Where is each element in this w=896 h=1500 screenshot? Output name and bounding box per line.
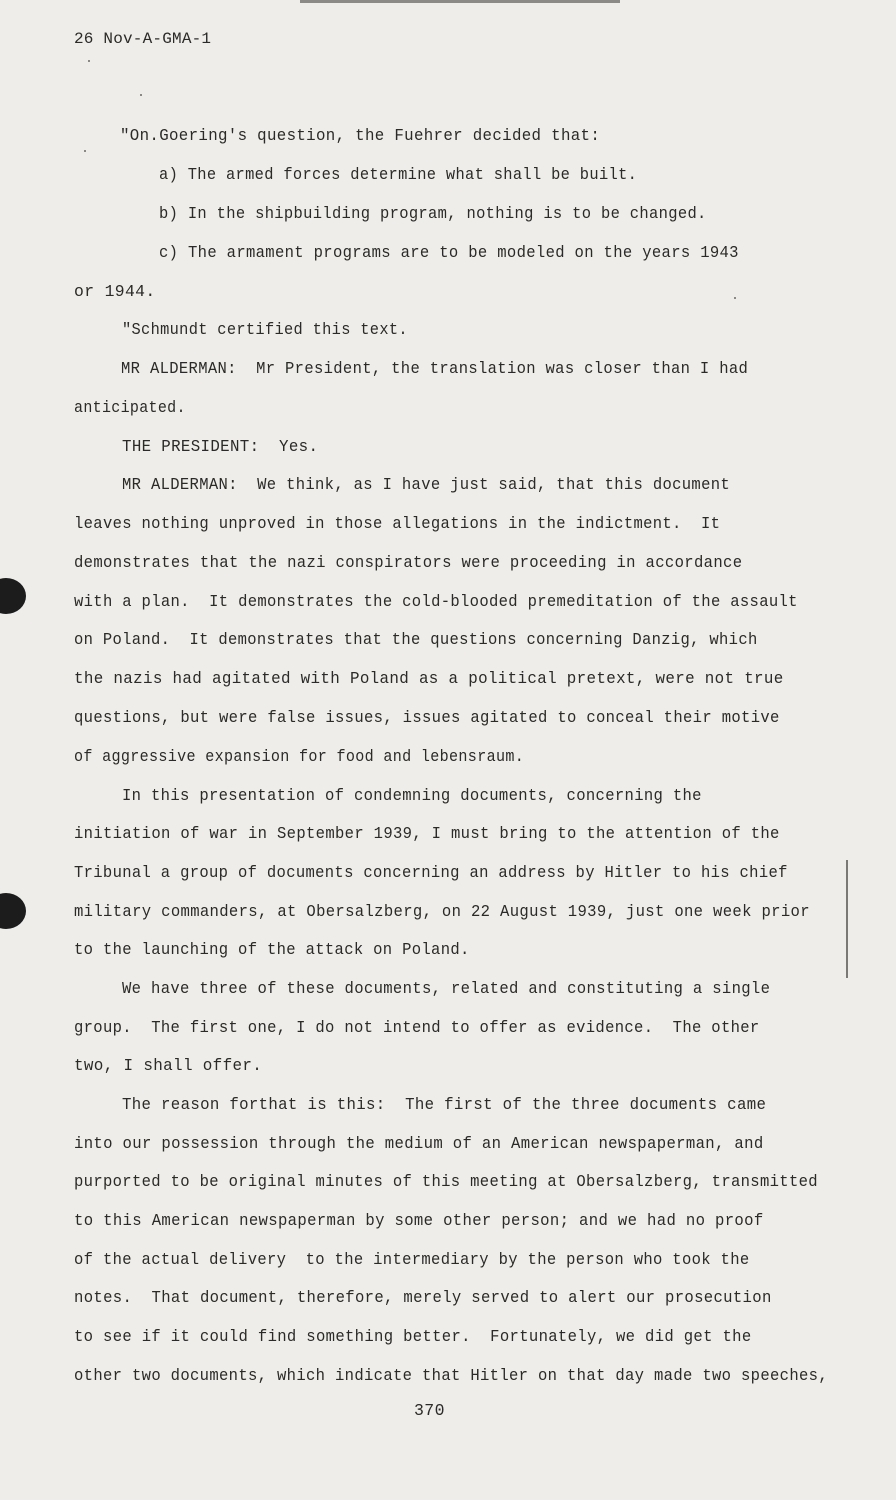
text-line: "On.Goering's question, the Fuehrer decided that: <box>120 127 601 145</box>
text-line: of the actual delivery to the intermediary by the person who took the <box>74 1251 750 1269</box>
text-line: c) The armament programs are to be modeled on the years 1943 <box>159 244 739 262</box>
text-line: questions, but were false issues, issues agitated to conceal their motive <box>74 709 780 727</box>
text-line: anticipated. <box>74 399 186 417</box>
text-line: with a plan. It demonstrates the cold-blooded premeditation of the assault <box>74 593 798 611</box>
text-line: THE PRESIDENT: Yes. <box>122 438 319 456</box>
text-line: the nazis had agitated with Poland as a political pretext, were not true <box>74 670 784 688</box>
text-line: two, I shall offer. <box>74 1057 263 1075</box>
text-line: a) The armed forces determine what shall be built. <box>159 166 638 184</box>
text-line: other two documents, which indicate that Hitler on that day made two speeches, <box>74 1367 828 1385</box>
text-line: to the launching of the attack on Poland. <box>74 941 470 959</box>
text-line: The reason forthat is this: The first of the three documents came <box>122 1096 767 1114</box>
text-line: to this American newspaperman by some other person; and we had no proof <box>74 1212 764 1230</box>
text-line: initiation of war in September 1939, I must bring to the attention of the <box>74 825 780 843</box>
paper-speck <box>734 297 736 299</box>
text-line: or 1944. <box>74 283 156 301</box>
text-line: into our possession through the medium of an American newspaperman, and <box>74 1135 764 1153</box>
paper-speck <box>84 150 86 152</box>
page-top-edge-shadow <box>300 0 620 3</box>
text-line: b) In the shipbuilding program, nothing is to be changed. <box>159 205 707 223</box>
page-header: 26 Nov-A-GMA-1 <box>74 30 212 48</box>
text-line: "Schmundt certified this text. <box>122 321 408 339</box>
text-line: notes. That document, therefore, merely served to alert our prosecution <box>74 1289 772 1307</box>
punch-hole <box>0 578 26 614</box>
text-line: demonstrates that the nazi conspirators were proceeding in accordance <box>74 554 743 572</box>
margin-mark <box>846 860 848 978</box>
text-line: purported to be original minutes of this meeting at Obersalzberg, transmitted <box>74 1173 818 1191</box>
paper-speck <box>88 60 90 62</box>
text-line: leaves nothing unproved in those allegations in the indictment. It <box>74 515 721 533</box>
text-line: MR ALDERMAN: Mr President, the translation was closer than I had <box>121 360 749 378</box>
text-line: military commanders, at Obersalzberg, on 22 August 1939, just one week prior <box>74 903 810 921</box>
page-number: 370 <box>414 1401 445 1420</box>
text-line: group. The first one, I do not intend to offer as evidence. The other <box>74 1019 760 1037</box>
text-line: to see if it could find something better. Fortunately, we did get the <box>74 1328 752 1346</box>
text-line: Tribunal a group of documents concerning an address by Hitler to his chief <box>74 864 788 882</box>
text-line: on Poland. It demonstrates that the questions concerning Danzig, which <box>74 631 758 649</box>
text-line: In this presentation of condemning documents, concerning the <box>122 787 702 805</box>
text-line: We have three of these documents, related and constituting a single <box>122 980 771 998</box>
punch-hole <box>0 893 26 929</box>
text-line: of aggressive expansion for food and lebensraum. <box>74 748 525 766</box>
paper-speck <box>140 94 142 96</box>
text-line: MR ALDERMAN: We think, as I have just said, that this document <box>122 476 731 494</box>
